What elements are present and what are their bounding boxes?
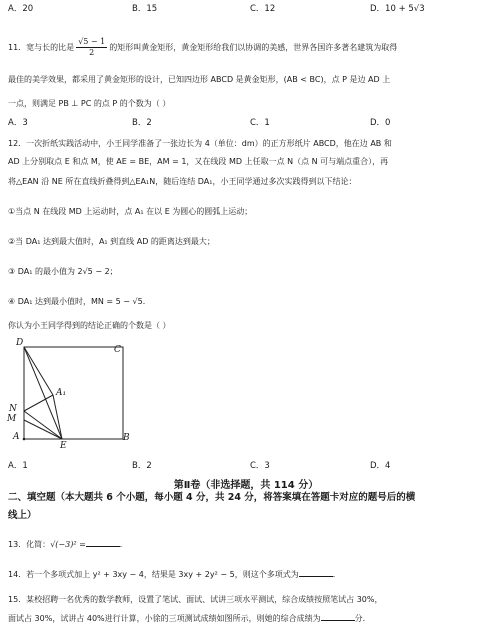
label-m: M xyxy=(7,414,17,424)
label-a1: A₁ xyxy=(56,388,67,398)
q12-statement-3: ③ DA₁ 的最小值为 2√5 − 2； xyxy=(8,267,118,276)
q12-statement-1: ①当点 N 在线段 MD 上运动时，点 A₁ 在以 E 为圆心的圆弧上运动； xyxy=(8,207,253,216)
q13-answer-blank xyxy=(86,538,120,547)
q11-option-d: D．0 xyxy=(370,118,391,128)
q13-prefix: 13．化简： xyxy=(8,540,51,549)
golden-ratio-denominator: 2 xyxy=(89,48,95,57)
q11-line1 xyxy=(8,36,397,60)
q12-option-d: D．4 xyxy=(370,461,391,471)
q14-answer-blank xyxy=(299,568,333,577)
segment-a1-e xyxy=(53,395,62,439)
golden-ratio-numerator: √5 − 1 xyxy=(78,37,106,46)
part2-title: 第Ⅱ卷（非选择题，共 114 分） xyxy=(173,480,319,491)
q12-option-c: C．3 xyxy=(250,461,270,471)
q14-period: ． xyxy=(332,570,341,579)
q10-option-b: B．15 xyxy=(132,4,158,14)
q12-line2: AD 上分别取点 E 和点 M，使 AE = BE，AM = 1，又在线段 MD 上任取一点 N（点 N 可与端点重合），再 xyxy=(8,157,389,166)
q10-option-a: A．20 xyxy=(8,4,34,14)
q14-text: 14．若一个多项式加上 y² + 3xy − 4，结果是 3xy + 2y² − 5，则这个多项式为 xyxy=(8,570,299,579)
q15-answer-blank xyxy=(321,612,355,621)
label-b: B xyxy=(123,433,130,443)
q11-option-c: C．1 xyxy=(250,118,270,128)
section2-heading-line1: 二、填空题（本大题共 6 个小题，每小题 4 分，共 24 分，将答案填在答题卡对应的题号后的横 xyxy=(8,492,416,503)
square-abcd xyxy=(24,347,123,439)
q12-line3: 将△EAN 沿 NE 所在直线折叠得到△EA₁N，随后连结 DA₁，小王同学通过多次实践得到以下结论： xyxy=(8,177,357,186)
q13-line xyxy=(8,538,128,550)
q15-line2 xyxy=(8,612,371,624)
q12-figure xyxy=(4,338,136,456)
q15-line2-text: 面试占 30%，试讲占 40%进行计算，小徐的三项测试成绩如图所示，则她的综合成绩为 xyxy=(8,614,321,623)
golden-ratio-fraction xyxy=(76,37,107,58)
q12-line1: 12．一次折纸实践活动中，小王同学准备了一张边长为 4（单位：dm）的正方形纸片 ABCD，他在边 AB 和 xyxy=(8,139,392,148)
segment-n-a1 xyxy=(24,395,53,411)
q11-line3: 一点，则满足 PB ⊥ PC 的点 P 的个数为（ ） xyxy=(8,99,171,108)
q12-statement-4: ④ DA₁ 达到最小值时，MN = 5 − √5． xyxy=(8,297,151,306)
q15-line1: 15．某校招聘一名优秀的数学教师，设置了笔试、面试、试讲三项水平测试，综合成绩按照笔试占 30%， xyxy=(8,595,383,604)
q11-option-b: B．2 xyxy=(132,118,152,128)
label-c: C xyxy=(114,345,121,355)
label-e: E xyxy=(60,441,67,451)
q14-line xyxy=(8,568,341,580)
point-a xyxy=(23,438,26,441)
q13-period: ． xyxy=(119,540,128,549)
q12-option-b: B．2 xyxy=(132,461,152,471)
q13-expression: √(−3)² = xyxy=(50,540,86,549)
q12-statement-2: ②当 DA₁ 达到最大值时，A₁ 到直线 AD 的距离达到最大； xyxy=(8,237,215,246)
q12-option-a: A．1 xyxy=(8,461,28,471)
label-d: D xyxy=(16,338,24,348)
q11-option-a: A．3 xyxy=(8,118,28,128)
q11-line1-rest: 的矩形叫黄金矩形，黄金矩形给我们以协调的美感，世界各国许多著名建筑为取得 xyxy=(109,43,398,52)
q10-option-d: D．10 + 5√3 xyxy=(370,4,425,14)
q12-question: 你认为小王同学得到的结论正确的个数是（ ） xyxy=(8,321,171,330)
q11-number-prefix: 11．宽与长的比是 xyxy=(8,43,75,52)
label-n: N xyxy=(9,404,17,414)
q15-unit: 分． xyxy=(354,614,371,623)
segment-d-a1 xyxy=(24,347,53,395)
label-a: A xyxy=(13,432,20,442)
q11-line2: 最佳的美学效果，都采用了黄金矩形的设计，已知四边形 ABCD 是黄金矩形，(AB < BC)，点 P 是边 AD 上 xyxy=(8,75,391,84)
q10-option-c: C．12 xyxy=(250,4,276,14)
section2-heading-line2: 线上） xyxy=(8,510,37,521)
segment-m-e xyxy=(24,420,62,439)
